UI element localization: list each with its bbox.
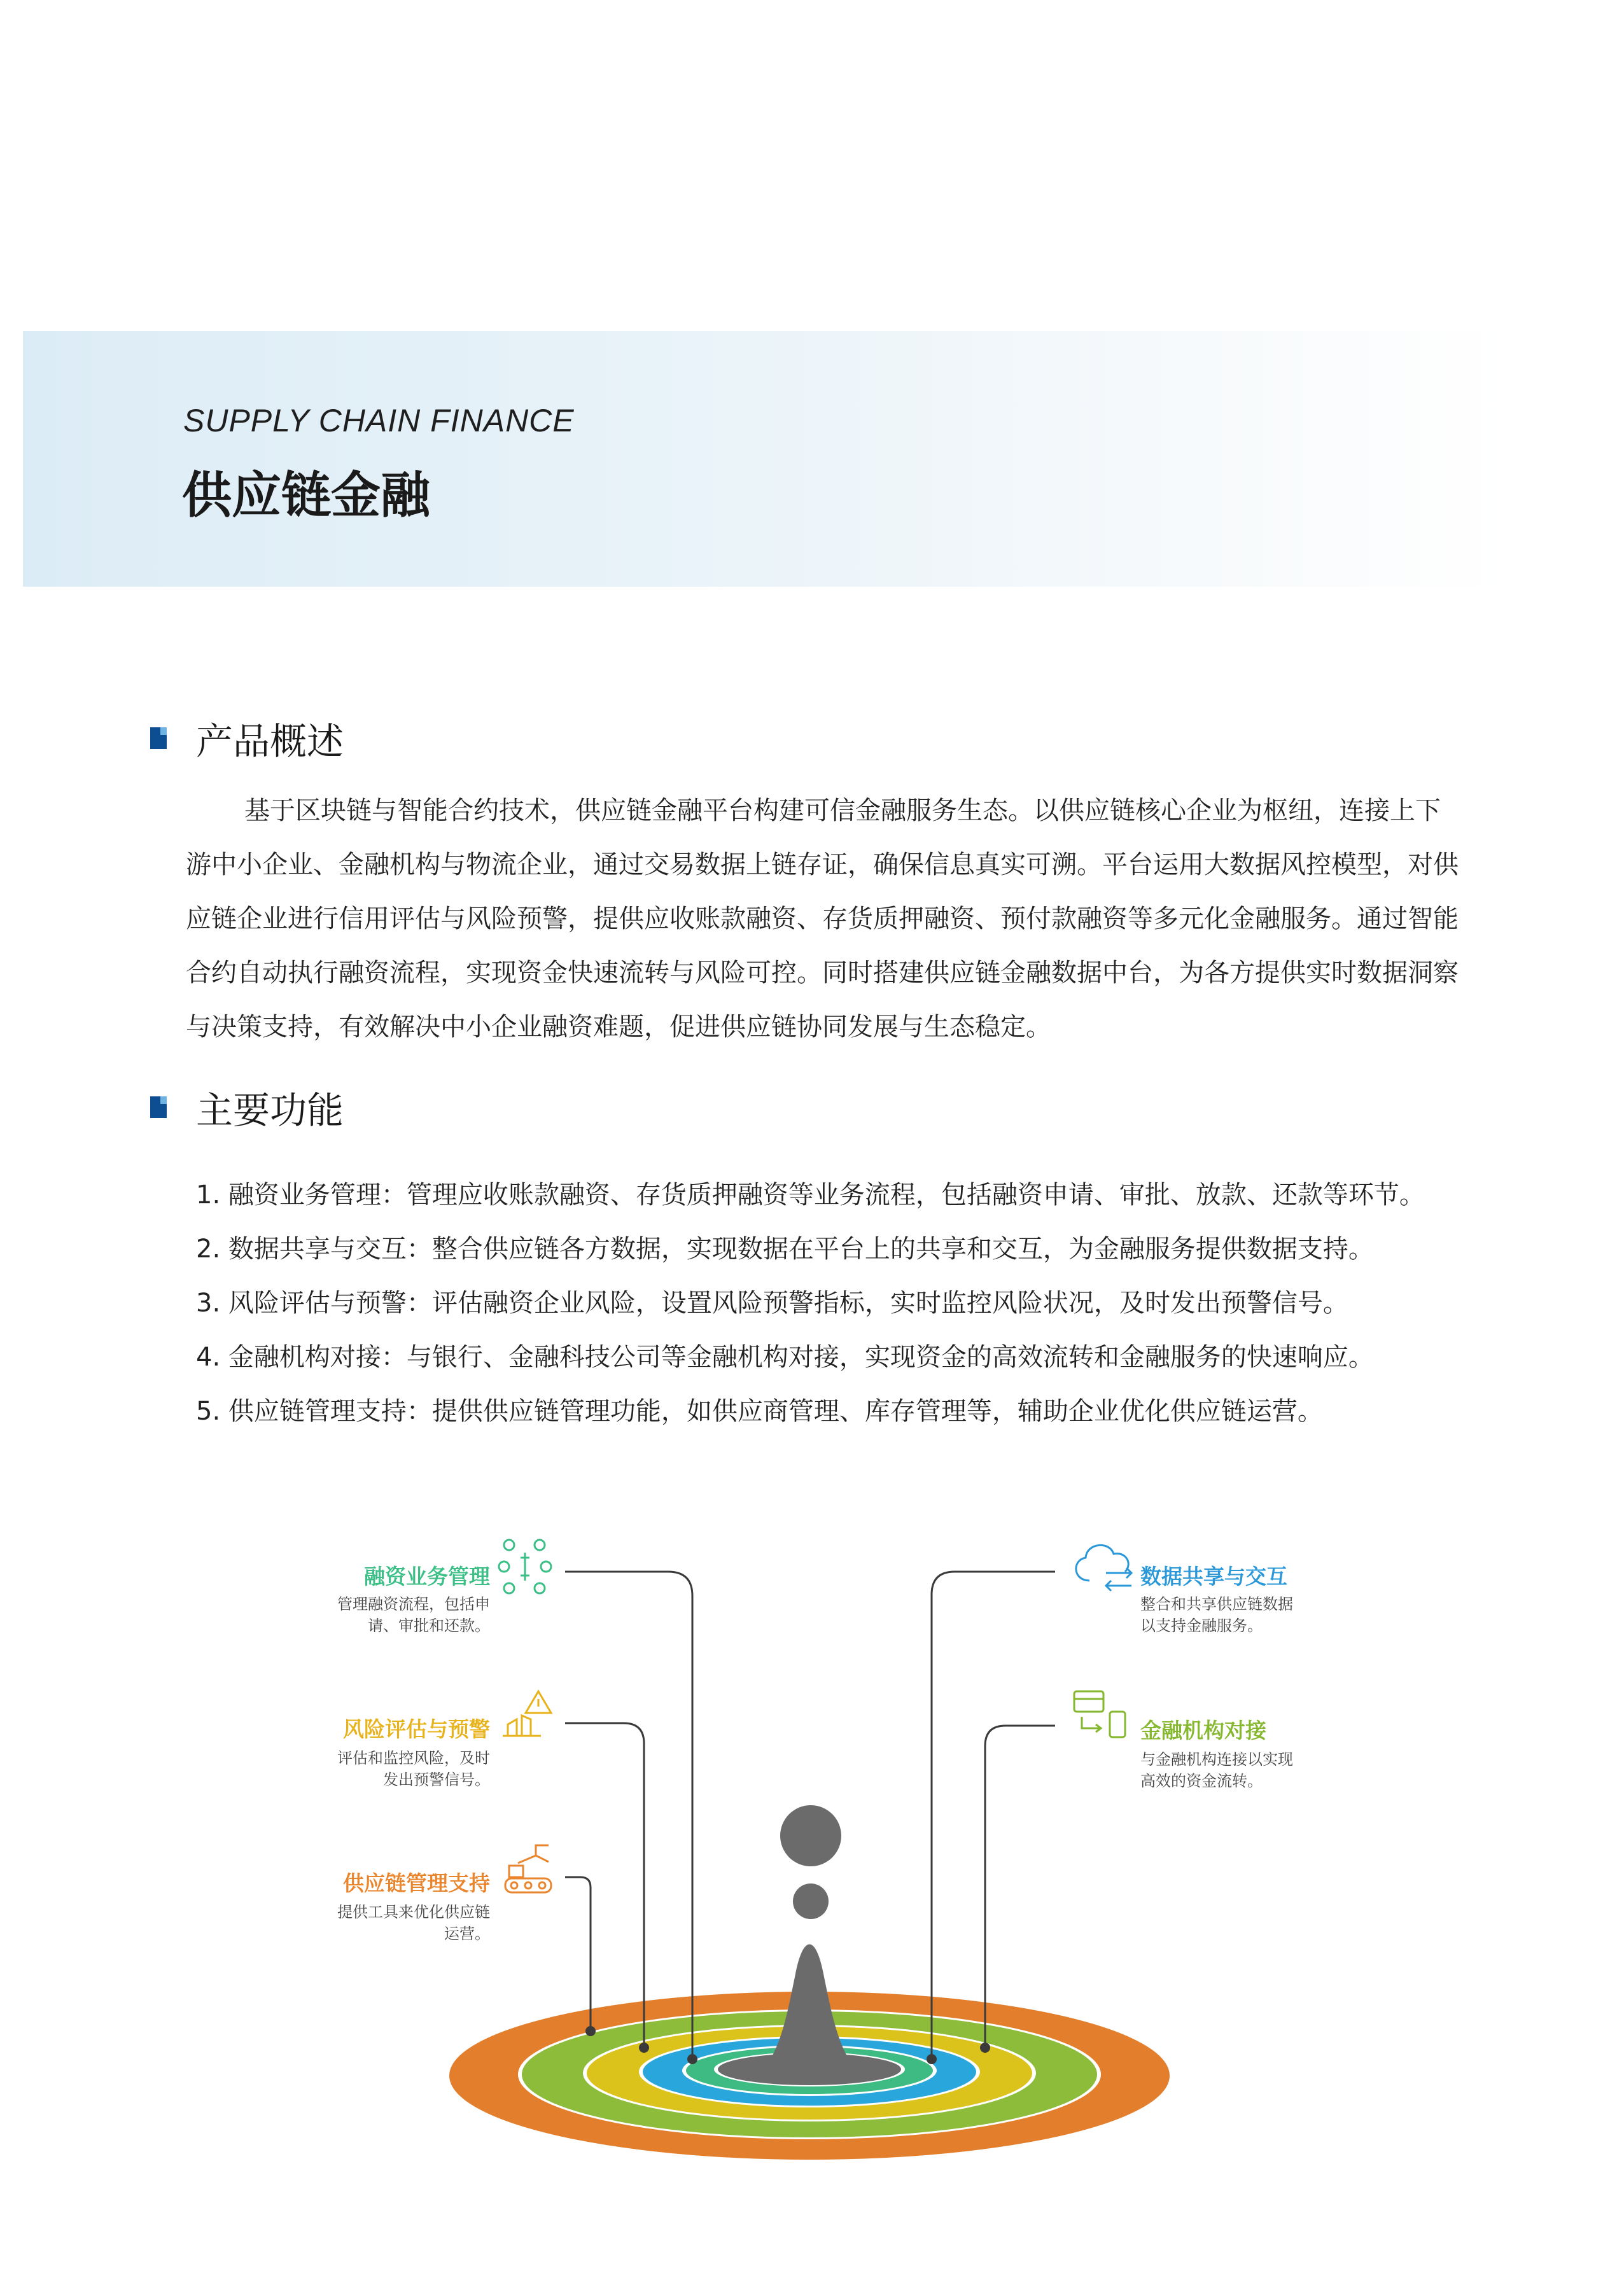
label-supply-desc1: 提供工具来优化供应链 xyxy=(337,1903,490,1921)
connector-dot xyxy=(687,2054,697,2064)
label-data-desc1: 整合和共享供应链数据 xyxy=(1140,1595,1293,1613)
conveyor-robot-icon xyxy=(505,1845,551,1892)
section-marker-icon xyxy=(150,1096,167,1118)
banner-title: 供应链金融 xyxy=(182,467,431,524)
connector-line xyxy=(932,1572,1055,2059)
connector-dot xyxy=(980,2043,990,2053)
warning-chart-icon xyxy=(503,1691,551,1736)
features-title: 主要功能 xyxy=(196,1089,344,1132)
overview-heading xyxy=(150,711,344,765)
label-risk-title: 风险评估与预警 xyxy=(343,1717,490,1742)
banner-subtitle: SUPPLY CHAIN FINANCE xyxy=(183,403,575,438)
overview-title: 产品概述 xyxy=(196,720,344,763)
card-phone-icon xyxy=(1074,1691,1125,1737)
connector-line xyxy=(985,1726,1055,2048)
label-risk-desc1: 评估和监控风险，及时 xyxy=(337,1749,490,1767)
feature-item: 1. 融资业务管理：管理应收账款融资、存货质押融资等业务流程，包括融资申请、审批、放款、还款等环节。 xyxy=(196,1180,1425,1210)
connector-dot xyxy=(585,2026,596,2036)
feature-diagram xyxy=(0,1514,1624,2278)
diagram-canvas xyxy=(0,1514,1624,2278)
label-bank-desc2: 高效的资金流转。 xyxy=(1140,1772,1263,1790)
label-financing-title: 融资业务管理 xyxy=(364,1564,490,1589)
overview-paragraph: 基于区块链与智能合约技术，供应链金融平台构建可信金融服务生态。以供应链核心企业为枢纽，连接上下游中小企业、金融机构与物流企业，通过交易数据上链存证，确保信息真实可溯。平台运用大数据风控模型，对供应链企业进行信用评估与风险预警，提供应收账款融资、存货质押融资、预付款融资等多元化金融服务。通过智能合约自动执行融资流程，实现资金快速流转与风险可控。同时搭建供应链金融数据中台，为各方提供实时数据洞察与决策支持，有效解决中小企业融资难题，促进供应链协同发展与生态稳定。 xyxy=(186,796,1459,1042)
droplet-large xyxy=(780,1805,841,1866)
label-bank-desc1: 与金融机构连接以实现 xyxy=(1140,1750,1293,1768)
feature-item: 2. 数据共享与交互：整合供应链各方数据，实现数据在平台上的共享和交互，为金融服务提供数据支持。 xyxy=(196,1234,1374,1264)
label-data-title: 数据共享与交互 xyxy=(1140,1564,1287,1589)
section-marker-icon xyxy=(150,727,167,749)
connector-dot xyxy=(639,2043,649,2053)
connector-line xyxy=(565,1723,644,2048)
label-risk-desc2: 发出预警信号。 xyxy=(383,1771,490,1789)
label-supply-desc2: 运营。 xyxy=(444,1925,490,1943)
label-data-desc2: 以支持金融服务。 xyxy=(1140,1617,1263,1635)
droplet-small xyxy=(793,1883,829,1919)
connector-line xyxy=(565,1572,692,2059)
feature-item: 4. 金融机构对接：与银行、金融科技公司等金融机构对接，实现资金的高效流转和金融服务的快速响应。 xyxy=(196,1343,1374,1372)
network-dollar-icon xyxy=(499,1540,551,1593)
label-supply-title: 供应链管理支持 xyxy=(343,1871,490,1896)
label-bank-title: 金融机构对接 xyxy=(1140,1718,1266,1743)
connector-dot xyxy=(927,2054,937,2064)
feature-item: 5. 供应链管理支持：提供供应链管理功能，如供应商管理、库存管理等，辅助企业优化供应链运营。 xyxy=(196,1397,1323,1426)
label-financing-desc2: 请、审批和还款。 xyxy=(368,1617,490,1635)
connector-line xyxy=(565,1877,591,2031)
label-financing-desc1: 管理融资流程，包括申 xyxy=(337,1595,490,1613)
cloud-exchange-icon xyxy=(1076,1545,1131,1591)
features-heading xyxy=(150,1080,344,1134)
feature-list xyxy=(196,1168,1425,1439)
feature-item: 3. 风险评估与预警：评估融资企业风险，设置风险预警指标，实时监控风险状况，及时发出预警信号。 xyxy=(196,1289,1348,1318)
